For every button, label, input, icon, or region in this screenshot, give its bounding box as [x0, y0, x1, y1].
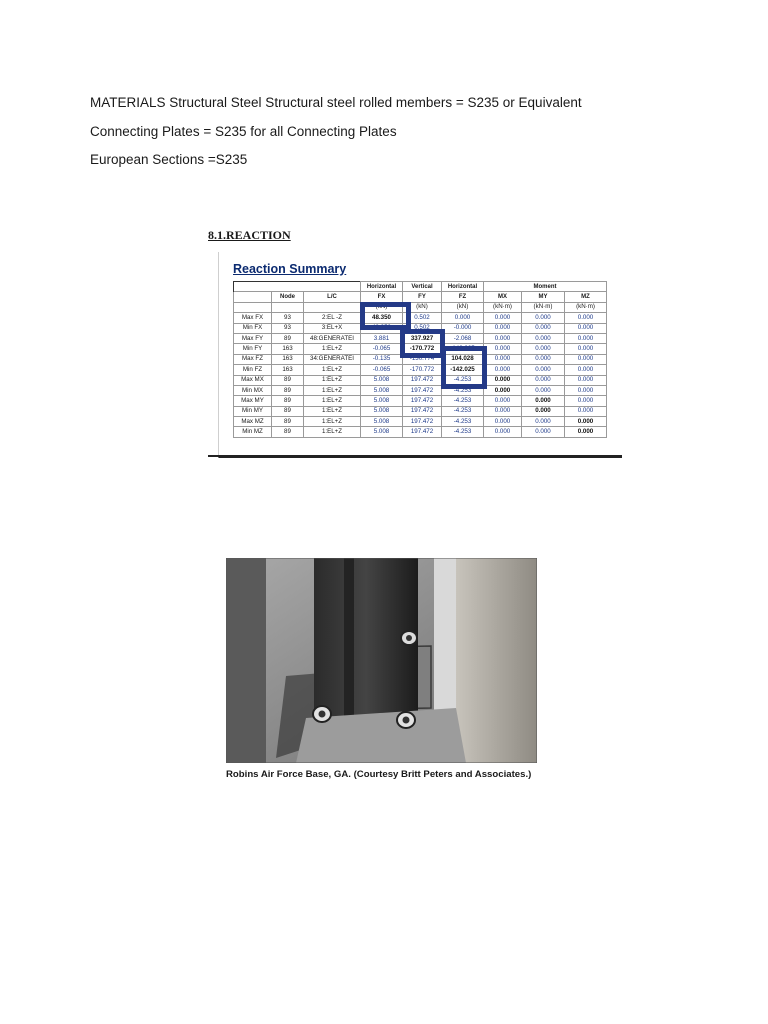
materials-line-3: European Sections =S235 — [90, 152, 248, 167]
table-cell: 1:EL+Z — [304, 375, 361, 385]
table-cell: 0.000 — [484, 406, 522, 416]
unit-cell — [272, 302, 304, 312]
table-cell: 89 — [272, 417, 304, 427]
divider — [208, 455, 622, 457]
table-cell: -0.065 — [361, 344, 403, 354]
table-title: Reaction Summary — [233, 262, 347, 276]
table-cell: 0.000 — [484, 396, 522, 406]
table-cell: 0.000 — [565, 333, 607, 343]
row-label-cell: Max FX — [234, 313, 272, 323]
table-cell: 89 — [272, 375, 304, 385]
table-cell: 0.000 — [522, 313, 565, 323]
table-row — [234, 417, 607, 427]
table-cell: 5.008 — [361, 406, 403, 416]
table-cell: -0.000 — [442, 323, 484, 333]
group-header: Horizontal — [361, 282, 403, 292]
column-header — [234, 292, 272, 302]
table-cell: 1:EL+Z — [304, 396, 361, 406]
table-cell: 163 — [272, 344, 304, 354]
unit-cell: (kN) — [361, 302, 403, 312]
table-cell: 1:EL+Z — [304, 344, 361, 354]
table-cell: 197.472 — [403, 417, 442, 427]
group-header: Horizontal — [442, 282, 484, 292]
table-cell: 0.000 — [522, 417, 565, 427]
table-cell: 0.000 — [522, 375, 565, 385]
unit-cell: (kN·m) — [522, 302, 565, 312]
table-cell: 1:EL+Z — [304, 427, 361, 437]
table-cell: 2:EL -Z — [304, 313, 361, 323]
table-cell: 0.000 — [565, 323, 607, 333]
row-label-cell: Max MX — [234, 375, 272, 385]
table-cell: 0.000 — [484, 375, 522, 385]
table-cell: 89 — [272, 406, 304, 416]
table-cell: 0.000 — [565, 396, 607, 406]
highlight-box-fx — [360, 302, 411, 330]
table-cell: 0.000 — [522, 406, 565, 416]
column-base-photo — [226, 558, 537, 763]
table-cell: 34:GENERATEI — [304, 354, 361, 364]
table-cell: 0.000 — [484, 417, 522, 427]
table-cell: 89 — [272, 385, 304, 395]
table-cell: 0.000 — [484, 344, 522, 354]
table-cell: 0.000 — [522, 354, 565, 364]
table-cell: -4.253 — [442, 396, 484, 406]
column-header: FX — [361, 292, 403, 302]
table-row — [234, 396, 607, 406]
table-cell: 0.000 — [565, 427, 607, 437]
table-cell: 0.000 — [565, 344, 607, 354]
row-label-cell: Max MZ — [234, 417, 272, 427]
table-cell: 48.350 — [361, 323, 403, 333]
column-header: MZ — [565, 292, 607, 302]
unit-cell — [234, 302, 272, 312]
table-cell: 0.000 — [565, 313, 607, 323]
table-cell: 5.008 — [361, 396, 403, 406]
table-cell: 337.927 — [403, 333, 442, 343]
table-cell: 0.000 — [522, 396, 565, 406]
group-header: Vertical — [403, 282, 442, 292]
table-cell: -4.253 — [442, 427, 484, 437]
table-cell: 0.502 — [403, 313, 442, 323]
table-cell: 197.472 — [403, 375, 442, 385]
table-cell: 197.472 — [403, 427, 442, 437]
table-cell: 5.008 — [361, 385, 403, 395]
units-row — [234, 302, 607, 312]
table-cell: 0.000 — [565, 417, 607, 427]
table-row — [234, 406, 607, 416]
column-header: MY — [522, 292, 565, 302]
table-cell: 0.000 — [484, 354, 522, 364]
row-label-cell: Min MY — [234, 406, 272, 416]
table-cell: 1:EL+Z — [304, 385, 361, 395]
unit-cell: (kN) — [442, 302, 484, 312]
table-cell: -2.068 — [442, 333, 484, 343]
table-cell: 0.000 — [565, 354, 607, 364]
table-cell: 1:EL+Z — [304, 365, 361, 375]
row-label-cell: Min FZ — [234, 365, 272, 375]
highlight-box-fz — [441, 346, 487, 389]
table-cell: 0.000 — [522, 427, 565, 437]
materials-line-1: MATERIALS Structural Steel Structural steel rolled members = S235 or Equivalent — [90, 95, 582, 110]
table-cell: 0.000 — [522, 323, 565, 333]
unit-cell: (kN) — [403, 302, 442, 312]
table-cell: 104.028 — [442, 354, 484, 364]
table-cell: 0.000 — [484, 365, 522, 375]
table-cell: -0.065 — [361, 365, 403, 375]
table-cell: -170.772 — [403, 344, 442, 354]
table-row — [234, 427, 607, 437]
table-cell: -4.253 — [442, 385, 484, 395]
table-cell: 0.000 — [522, 344, 565, 354]
table-cell: 0.000 — [484, 427, 522, 437]
table-cell: 93 — [272, 313, 304, 323]
table-cell: -4.253 — [442, 375, 484, 385]
reaction-summary-table — [233, 281, 607, 438]
unit-cell: (kN·m) — [565, 302, 607, 312]
table-cell: -142.025 — [442, 365, 484, 375]
table-cell: 5.008 — [361, 417, 403, 427]
table-cell: -4.253 — [442, 417, 484, 427]
table-cell: 0.502 — [403, 323, 442, 333]
table-row — [234, 313, 607, 323]
table-cell: 0.000 — [565, 365, 607, 375]
unit-cell — [304, 302, 361, 312]
table-cell: 89 — [272, 427, 304, 437]
table-row — [234, 365, 607, 375]
row-label-cell: Min MX — [234, 385, 272, 395]
table-cell: 0.000 — [565, 375, 607, 385]
table-cell: 163 — [272, 354, 304, 364]
table-cell: 0.000 — [484, 333, 522, 343]
group-header: Moment — [484, 282, 607, 292]
table-cell: 48:GENERATEI — [304, 333, 361, 343]
photo-caption: Robins Air Force Base, GA. (Courtesy Britt Peters and Associates.) — [226, 769, 532, 780]
table-cell: 0.000 — [484, 323, 522, 333]
row-label-cell: Max MY — [234, 396, 272, 406]
column-header-row — [234, 292, 607, 302]
table-row — [234, 385, 607, 395]
column-header: FY — [403, 292, 442, 302]
materials-line-2: Connecting Plates = S235 for all Connecting Plates — [90, 124, 397, 139]
table-row — [234, 375, 607, 385]
table-cell: 89 — [272, 396, 304, 406]
table-cell: 0.000 — [484, 385, 522, 395]
column-header: Node — [272, 292, 304, 302]
section-heading: 8.1.REACTION — [208, 228, 291, 242]
column-header: MX — [484, 292, 522, 302]
highlight-box-fy — [400, 329, 445, 358]
table-cell: 0.000 — [522, 365, 565, 375]
table-cell: 3.881 — [361, 333, 403, 343]
table-cell: 197.472 — [403, 406, 442, 416]
reaction-report-panel — [218, 252, 622, 458]
table-cell: -4.253 — [442, 406, 484, 416]
table-cell: 197.472 — [403, 396, 442, 406]
table-cell: 0.000 — [484, 313, 522, 323]
unit-cell: (kN·m) — [484, 302, 522, 312]
row-label-cell: Max FY — [234, 333, 272, 343]
table-cell: 0.000 — [442, 313, 484, 323]
table-cell: 89 — [272, 333, 304, 343]
table-cell: 93 — [272, 323, 304, 333]
table-cell: 197.472 — [403, 385, 442, 395]
table-cell: 3:EL+X — [304, 323, 361, 333]
table-cell: 1:EL+Z — [304, 406, 361, 416]
column-header: FZ — [442, 292, 484, 302]
table-cell: 5.008 — [361, 427, 403, 437]
table-cell: 5.008 — [361, 375, 403, 385]
table-cell: -0.135 — [361, 354, 403, 364]
group-header-row — [234, 282, 607, 292]
table-cell: 0.000 — [522, 385, 565, 395]
row-label-cell: Min FY — [234, 344, 272, 354]
table-cell: -142.025 — [442, 344, 484, 354]
table-cell: -130.774 — [403, 354, 442, 364]
table-cell: 0.000 — [565, 385, 607, 395]
table-cell: -170.772 — [403, 365, 442, 375]
table-cell: 0.000 — [565, 406, 607, 416]
row-label-cell: Max FZ — [234, 354, 272, 364]
table-cell: 1:EL+Z — [304, 417, 361, 427]
steel-column-base-plate-image — [226, 558, 537, 763]
table-cell: 163 — [272, 365, 304, 375]
row-label-cell: Min FX — [234, 323, 272, 333]
row-label-cell: Min MZ — [234, 427, 272, 437]
table-cell: 48.350 — [361, 313, 403, 323]
table-cell: 0.000 — [522, 333, 565, 343]
column-header: L/C — [304, 292, 361, 302]
